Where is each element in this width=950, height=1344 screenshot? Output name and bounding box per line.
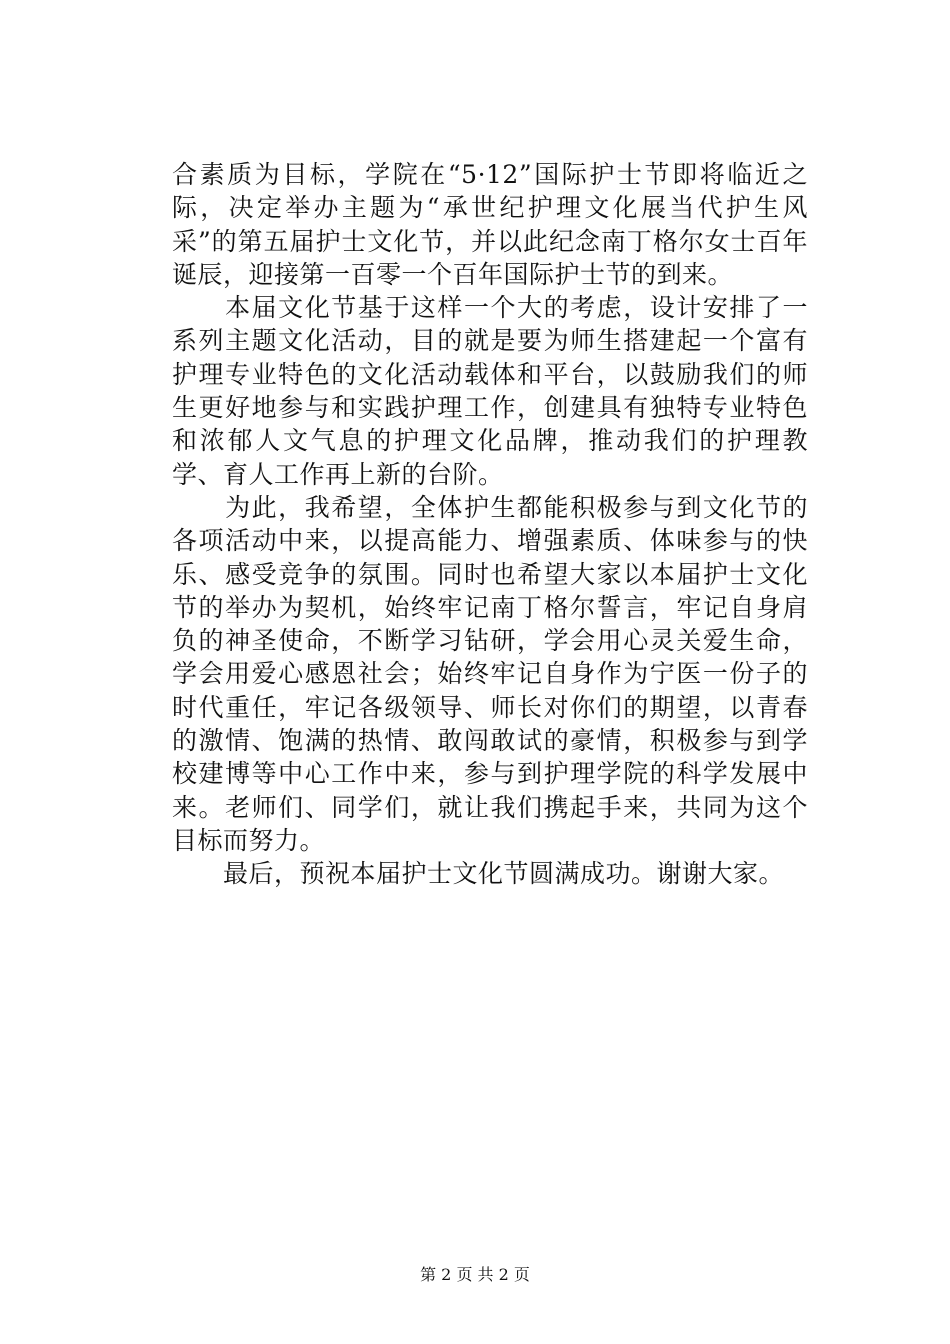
paragraph-1: 合素质为目标，学院在“5·12”国际护士节即将临近之际，决定举办主题为“承世纪护理文化展当代护生风采”的第五届护士文化节，并以此纪念南丁格尔女士百年诞辰，迎接第一百零一个百年国际护士节的到来。: [172, 160, 808, 289]
page-number-footer: 第 2 页 共 2 页: [420, 1265, 530, 1284]
paragraph-3: 为此，我希望，全体护生都能积极参与到文化节的各项活动中来，以提高能力、增强素质、体味参与的快乐、感受竞争的氛围。同时也希望大家以本届护士文化节的举办为契机，始终牢记南丁格尔誓言，牢记自身肩负的神圣使命，不断学习钻研，学会用心灵关爱生命，学会用爱心感恩社会；始终牢记自身作为宁医一份子的时代重任，牢记各级领导、师长对你们的期望，以青春的激情、饱满的热情、敢闯敢试的豪情，积极参与到学校建博等中心工作中来，参与到护理学院的科学发展中来。老师们、同学们，就让我们携起手来，共同为这个目标而努力。: [172, 492, 808, 855]
paragraph-4: 最后，预祝本届护士文化节圆满成功。谢谢大家。: [172, 859, 785, 889]
paragraph-2: 本届文化节基于这样一个大的考虑，设计安排了一系列主题文化活动，目的就是要为师生搭建起一个富有护理专业特色的文化活动载体和平台，以鼓励我们的师生更好地参与和实践护理工作，创建具有独特专业特色和浓郁人文气息的护理文化品牌，推动我们的护理教学、育人工作再上新的台阶。: [172, 293, 808, 489]
document-body: [172, 158, 808, 891]
